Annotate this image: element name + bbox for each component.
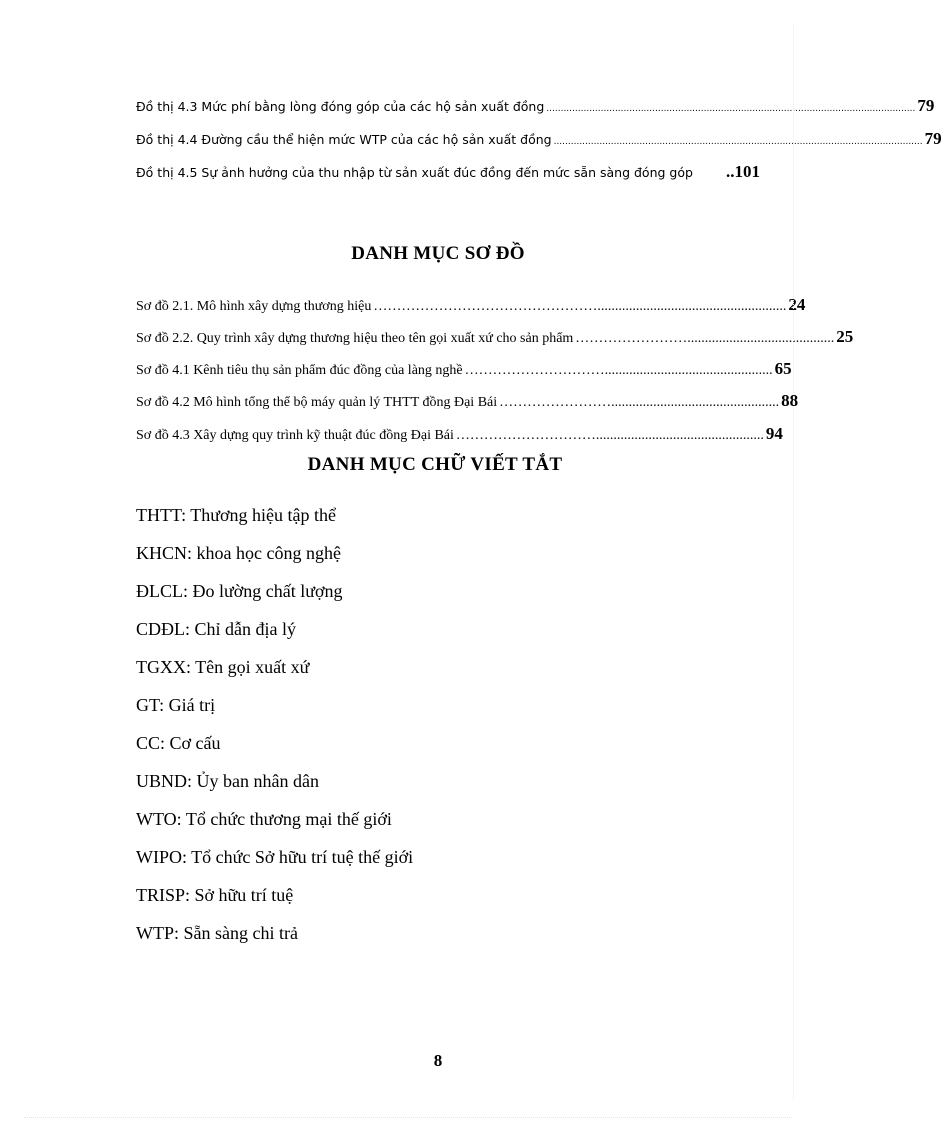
- dot-leader: …………………………................................................: [455, 428, 764, 443]
- dot-leader: .................................................................................................................................: [546, 104, 916, 114]
- abbreviation-item: WIPO: Tổ chức Sở hữu trí tuệ thế giới: [136, 847, 414, 867]
- toc-entry-diagram: [136, 359, 792, 379]
- toc-entry-page: 65: [774, 359, 792, 378]
- abbreviation-item: CDĐL: Chỉ dẫn địa lý: [136, 619, 296, 639]
- abbreviation-item: UBND: Ủy ban nhân dân: [136, 771, 319, 791]
- diagrams-heading: DANH MỤC SƠ ĐỒ: [351, 243, 525, 264]
- toc-entry-chart: [136, 96, 935, 116]
- abbreviation-item: TGXX: Tên gọi xuất xứ: [136, 657, 310, 677]
- abbreviation-item: WTP: Sẵn sàng chi trả: [136, 923, 298, 943]
- page-number: 8: [433, 1051, 443, 1070]
- abbreviation-item: KHCN: khoa học công nghệ: [136, 543, 341, 563]
- dot-leader: ……………………..........................................: [575, 331, 835, 346]
- dot-leader: …………………………………………......................................................: [373, 299, 787, 314]
- abbreviation-item: THTT: Thương hiệu tập thể: [136, 505, 337, 525]
- abbreviation-item: WTO: Tổ chức thương mại thế giới: [136, 809, 392, 829]
- toc-entry-page: 79: [924, 129, 942, 148]
- toc-entry-label: Sơ đồ 4.2 Mô hình tổng thể bộ máy quản lý THTT đồng Đại Bái: [136, 395, 498, 410]
- abbreviation-item: GT: Giá trị: [136, 695, 216, 715]
- page-border-bottom: [24, 1117, 792, 1118]
- abbreviation-item: ĐLCL: Đo lường chất lượng: [136, 581, 343, 601]
- page-border-right: [793, 24, 794, 1099]
- abbreviation-item: TRISP: Sở hữu trí tuệ: [136, 885, 294, 905]
- dot-leader: ……………………................................................: [499, 395, 780, 410]
- toc-entry-page: 24: [788, 295, 806, 314]
- toc-entry-diagram: [136, 424, 783, 444]
- abbreviation-item: CC: Cơ cấu: [136, 733, 221, 753]
- toc-entry-label: Đồ thị 4.3 Mức phí bằng lòng đóng góp của các hộ sản xuất đồng: [136, 99, 545, 114]
- dot-leader: …………………………................................................: [464, 363, 773, 378]
- toc-entry-label: Sơ đồ 2.1. Mô hình xây dựng thương hiệu: [136, 299, 372, 314]
- toc-entry-label: Đồ thị 4.5 Sự ảnh hưởng của thu nhập từ sản xuất đúc đồng đến mức sẵn sàng đóng góp: [136, 165, 693, 180]
- toc-entry-page: 79: [917, 96, 935, 115]
- toc-entry-page: 25: [836, 327, 854, 346]
- toc-entry-diagram: [136, 327, 854, 347]
- toc-entry-page: 94: [765, 424, 783, 443]
- toc-entry-label: Sơ đồ 2.2. Quy trình xây dựng thương hiệu theo tên gọi xuất xứ cho sản phẩm: [136, 331, 574, 346]
- abbreviations-heading: DANH MỤC CHỮ VIẾT TẮT: [307, 454, 563, 475]
- toc-entry-page: 88: [781, 391, 799, 410]
- dot-leader: .................................................................................................................................: [553, 137, 923, 147]
- toc-entry-diagram: [136, 295, 806, 315]
- toc-entry-page: ..101: [726, 162, 760, 181]
- toc-entry-chart: [136, 129, 942, 149]
- toc-entry-label: Đồ thị 4.4 Đường cầu thể hiện mức WTP của các hộ sản xuất đồng: [136, 132, 552, 147]
- toc-entry-label: Sơ đồ 4.1 Kênh tiêu thụ sản phẩm đúc đồng của làng nghề: [136, 363, 463, 378]
- toc-entry-chart: [136, 162, 760, 182]
- toc-entry-diagram: [136, 391, 799, 411]
- toc-entry-label: Sơ đồ 4.3 Xây dựng quy trình kỹ thuật đúc đồng Đại Bái: [136, 428, 454, 443]
